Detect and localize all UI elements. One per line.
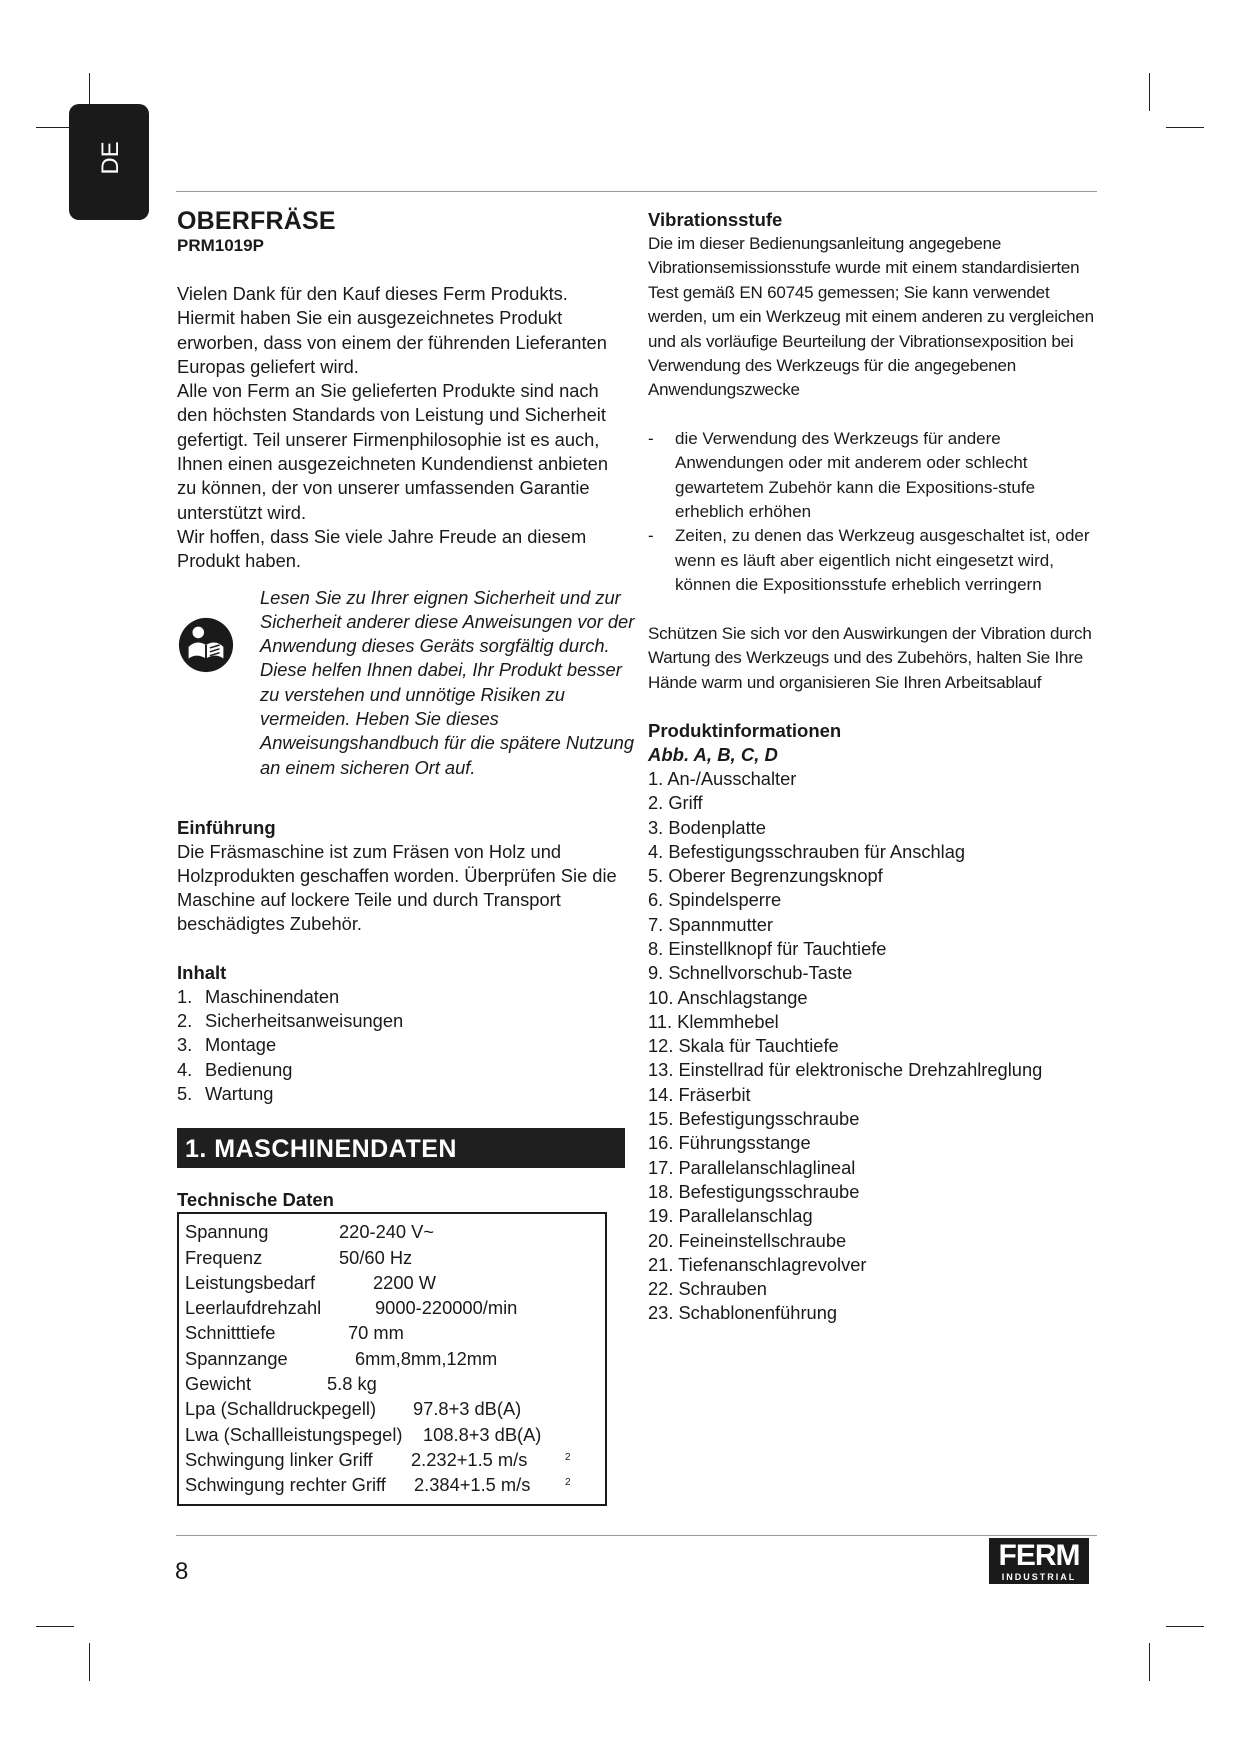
list-item: 9. Schnellvorschub-Taste (648, 962, 853, 984)
spec-row: Lwa (Schallleistungspegel) 108.8+3 dB(A) (185, 1423, 542, 1445)
inhalt-list (177, 985, 627, 1106)
list-item: 2. Griff (648, 792, 703, 814)
model-number: PRM1019P (177, 236, 264, 255)
vibration-heading: Vibrationsstufe (648, 209, 783, 230)
list-item: 1. Maschinendaten (177, 985, 340, 1007)
spec-row: Spannung 220-240 V~ (185, 1221, 435, 1243)
safety-notice-text: Lesen Sie zu Ihrer eignen Sicherheit und zur Sicherheit anderer diese Anweisungen vor der Anwendung dieses Geräts sorgfältig durch. Diese helfen Ihnen dabei, Ihr Produkt besser zu verstehen und unnötige Risiken zu vermeiden. Heben Sie dieses Anweisungshandbuch für die spätere Nutzung an einem sicheren Ort auf. (260, 586, 635, 778)
list-item: 5. Oberer Begrenzungsknopf (648, 865, 883, 887)
list-item: 17. Parallelanschlaglineal (648, 1156, 856, 1178)
crop-mark (1149, 1643, 1150, 1681)
list-item: 11. Klemmhebel (648, 1010, 779, 1032)
list-item: 7. Spannmutter (648, 913, 773, 935)
spec-table (177, 1212, 607, 1505)
list-item: 14. Fräserbit (648, 1083, 751, 1105)
product-info-heading: Produktinformationen (648, 719, 842, 741)
ferm-logo: FERM INDUSTRIAL (989, 1538, 1089, 1584)
list-item: 4. Befestigungsschrauben für Anschlag (648, 840, 966, 862)
spec-row: Spannzange 6mm,8mm,12mm (185, 1347, 498, 1369)
read-manual-icon (177, 616, 235, 674)
list-item: 22. Schrauben (648, 1278, 767, 1300)
list-item: 4. Bedienung (177, 1058, 293, 1080)
vibration-bullet: - die Verwendung des Werkzeugs für andere Anwendungen oder mit anderem oder schlecht gewartetem Zubehör kann die Expositions-stufe erheblich erhöhen (648, 428, 1036, 522)
tech-data-heading: Technische Daten (177, 1189, 334, 1211)
list-item: 6. Spindelsperre (648, 889, 782, 911)
list-item: 2. Sicherheitsanweisungen (177, 1010, 404, 1032)
list-item: 16. Führungsstange (648, 1132, 811, 1154)
parts-list (648, 767, 1098, 1326)
intro-paragraph-3: Wir hoffen, dass Sie viele Jahre Freude an diesem Produkt haben. (177, 525, 587, 572)
section-title: 1. MASCHINENDATEN (177, 1128, 625, 1168)
spec-row: Leerlaufdrehzahl 9000-220000/min (185, 1297, 518, 1319)
list-item: 20. Feineinstellschraube (648, 1229, 847, 1251)
list-item: 3. Bodenplatte (648, 816, 766, 838)
left-column (177, 206, 635, 1506)
spec-row: Frequenz 50/60 Hz (185, 1246, 413, 1268)
spec-row: Lpa (Schalldruckpegell) 97.8+3 dB(A) (185, 1398, 522, 1420)
intro-paragraph-1: Vielen Dank für den Kauf dieses Ferm Produkts. Hiermit haben Sie ein ausgezeichnetes Produkt erworben, dass von einem der führenden Lieferanten Europas geliefert wird. (177, 283, 607, 377)
crop-mark (36, 1626, 74, 1627)
crop-mark (1149, 73, 1150, 111)
crop-mark (1166, 127, 1204, 128)
list-item: 15. Befestigungsschraube (648, 1108, 860, 1130)
crop-mark (89, 1643, 90, 1681)
spec-row: Schwingung linker Griff 2.232+1.5 m/s 2 (185, 1448, 571, 1470)
list-item: 8. Einstellknopf für Tauchtiefe (648, 937, 887, 959)
intro-paragraph-2: Alle von Ferm an Sie gelieferten Produkte sind nach den höchsten Standards von Leistung und Sicherheit gefertigt. Teil unserer Firmenphilosophie ist es auch, Ihnen einen ausgezeichneten Kundendienst anbieten zu können, der von unserer umfassenden Garantie unterstützt wird. (177, 380, 608, 523)
right-column (648, 208, 1098, 1326)
list-item: 12. Skala für Tauchtiefe (648, 1035, 839, 1057)
protection-text: Schützen Sie sich vor den Auswirkungen der Vibration durch Wartung des Werkzeugs und des Zubehörs, halten Sie Ihre Hände warm und organisieren Sie Ihren Arbeitsablauf (648, 623, 1092, 692)
list-item: 3. Montage (177, 1034, 277, 1056)
spec-row: Schwingung rechter Griff 2.384+1.5 m/s 2 (185, 1474, 571, 1496)
list-item: 23. Schablonenführung (648, 1302, 838, 1324)
figure-reference: Abb. A, B, C, D (648, 743, 778, 765)
footer-rule (176, 1535, 1097, 1536)
list-item: 21. Tiefenanschlagrevolver (648, 1253, 867, 1275)
list-item: 5. Wartung (177, 1082, 274, 1104)
safety-notice (177, 586, 635, 816)
language-tab (69, 104, 149, 220)
list-item: 1. An-/Ausschalter (648, 767, 797, 789)
vibration-bullet: - Zeiten, zu denen das Werkzeug ausgeschaltet ist, oder wenn es läuft aber eigentlich nicht eingesetzt wird, können die Expositionsstufe erheblich verringern (648, 526, 1090, 595)
list-item: 13. Einstellrad für elektronische Drehzahlreglung (648, 1059, 1043, 1081)
spec-row: Gewicht 5.8 kg (185, 1373, 377, 1395)
list-item: 10. Anschlagstange (648, 986, 808, 1008)
page-number: 8 (175, 1558, 189, 1585)
einfuehrung-heading: Einführung (177, 816, 276, 838)
list-item: 18. Befestigungsschraube (648, 1180, 860, 1202)
vibration-text: Die im dieser Bedienungsanleitung angegebene Vibrationsemissionsstufe wurde mit einem standardisierten Test gemäß EN 60745 gemessen; Sie kann verwendet werden, um ein Werkzeug mit einem anderen zu vergleichen und als vorläufige Beurteilung der Vibrationsexposition bei Verwendung des Werkzeugs für die angegebenen Anwendungszwecke (648, 234, 1094, 400)
language-tab-label: DE (97, 141, 124, 175)
crop-mark (1166, 1626, 1204, 1627)
header-rule (176, 191, 1097, 192)
spec-row: Schnitttiefe 70 mm (185, 1322, 404, 1344)
spec-row: Leistungsbedarf 2200 W (185, 1271, 437, 1293)
page-title: OBERFRÄSE (177, 207, 336, 235)
inhalt-heading: Inhalt (177, 961, 227, 983)
list-item: 19. Parallelanschlag (648, 1205, 813, 1227)
einfuehrung-text: Die Fräsmaschine ist zum Fräsen von Holz und Holzprodukten geschaffen worden. Überprüfen Sie die Maschine auf lockere Teile und durch Transport beschädigtes Zubehör. (177, 840, 617, 935)
